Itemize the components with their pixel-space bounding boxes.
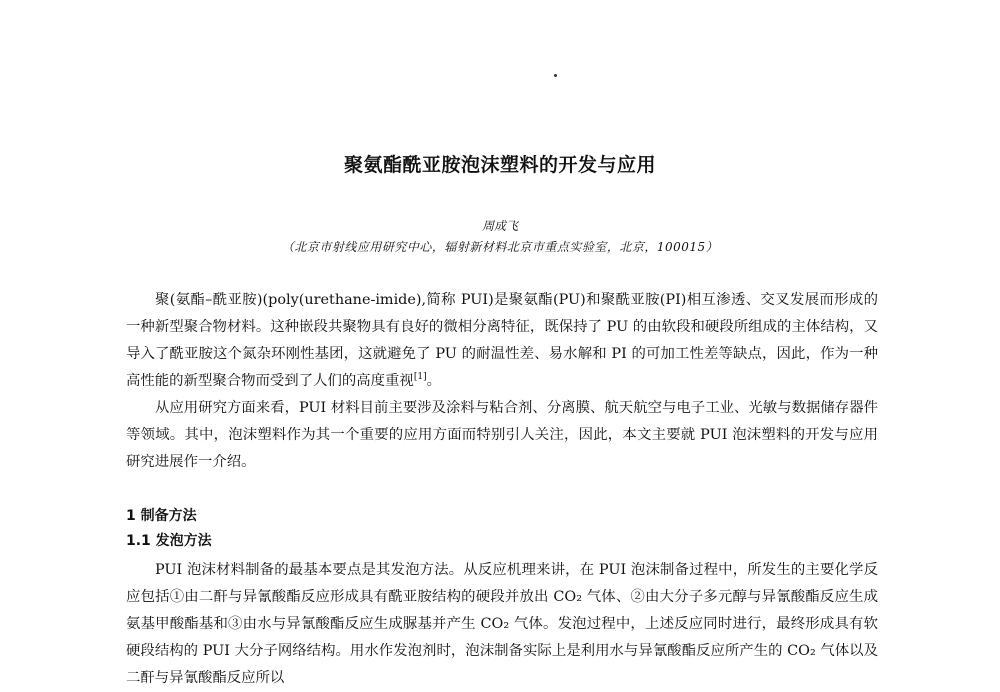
section-heading: 1 制备方法 <box>126 508 197 524</box>
section-paragraph-1: PUI 泡沫材料制备的最基本要点是其发泡方法。从反应机理来讲，在 PUI 泡沫制备过程中，所发生的主要化学反应包括①由二酐与异氰酸酯反应形成具有酰亚胺结构的硬段并放出 CO₂ 气体、②由大分子多元醇与异氰酸酯反应生成氨基甲酸酯基和③由水与异氰酸酯反应生成脲基并产生 CO₂ 气体。发泡过程中，上述反应同时进行，最终形成具有软硬段结构的 PUI 大分子网络结构。用水作发泡剂时，泡沫制备实际上是利用水与异氰酸酯反应所产生的 CO₂ 气体以及二酐与异氰酸酯反应所以 <box>126 562 878 686</box>
intro-paragraph-1-end: 。 <box>426 373 441 389</box>
subsection-heading: 1.1 发泡方法 <box>126 533 212 549</box>
citation-ref: [1] <box>413 372 427 383</box>
paper-title: 聚氨酯酰亚胺泡沫塑料的开发与应用 <box>343 154 656 176</box>
author-name: 周成飞 <box>481 219 518 233</box>
intro-paragraph-1 <box>126 287 878 395</box>
intro-paragraph-1-text: 聚(氨酯–酰亚胺)(poly(urethane-imide),简称 PUI)是聚氨酯(PU)和聚酰亚胺(PI)相互渗透、交叉发展而形成的一种新型聚合物材料。这种嵌段共聚物具有良好的微相分离特征，既保持了 PU 的由软段和硬段所组成的主体结构，又导入了酰亚胺这个氮杂环刚性基团，这就避免了 PU 的耐温性差、易水解和 PI 的可加工性差等缺点，因此，作为一种高性能的新型聚合物而受到了人们的高度重视 <box>126 292 878 389</box>
author-affiliation: （北京市射线应用研究中心，辐射新材料北京市重点实验室，北京，100015） <box>281 240 719 254</box>
page-speck <box>554 74 557 77</box>
intro-paragraph-2: 从应用研究方面来看，PUI 材料目前主要涉及涂料与粘合剂、分离膜、航天航空与电子工业、光敏与数据储存器件等领域。其中，泡沫塑料作为其一个重要的应用方面而特别引人关注，因此，本文主要就 PUI 泡沫塑料的开发与应用研究进展作一介绍。 <box>126 400 878 470</box>
